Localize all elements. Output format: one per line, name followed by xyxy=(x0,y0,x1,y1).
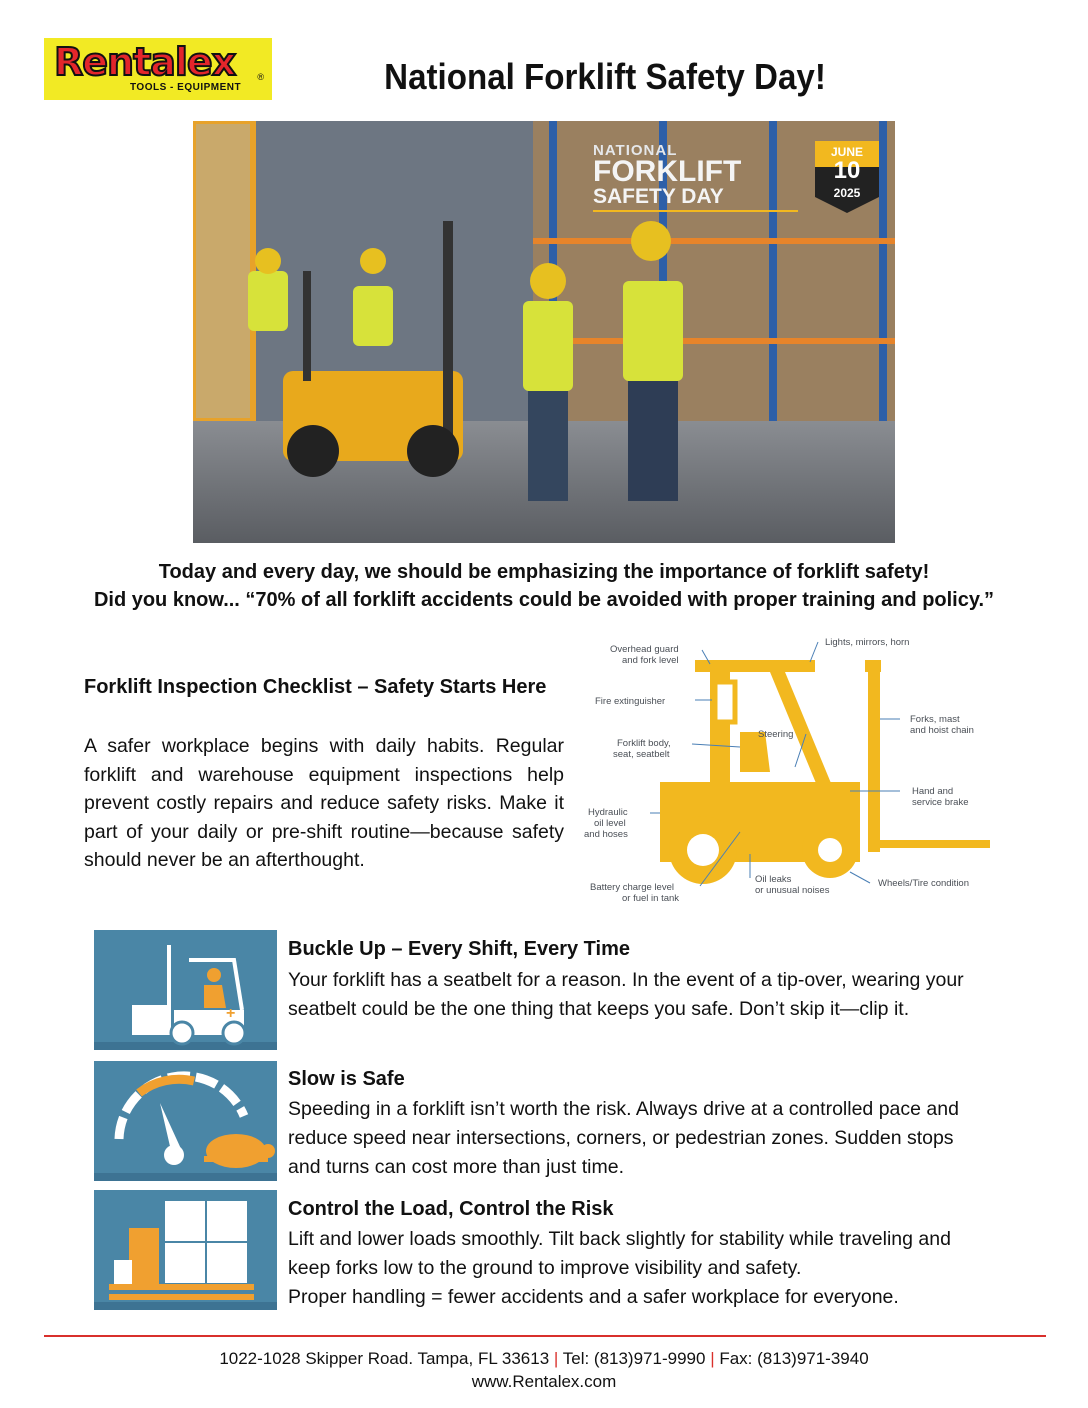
label-battery-2: or fuel in tank xyxy=(622,893,680,904)
rentalex-logo xyxy=(44,38,272,100)
logo-registered-mark: ® xyxy=(257,72,264,82)
footer-tel: Tel: (813)971-9990 xyxy=(562,1349,706,1368)
tip-title: Buckle Up – Every Shift, Every Time xyxy=(288,938,631,960)
tip-title: Control the Load, Control the Risk xyxy=(288,1198,614,1220)
tip-body xyxy=(288,1225,1028,1311)
footer-divider xyxy=(44,1335,1046,1337)
tip-line: Your forklift has a seatbelt for a reason. In the event of a tip-over, wearing your xyxy=(288,969,964,991)
speedometer-turtle-icon xyxy=(94,1061,277,1181)
forklift-inspection-diagram xyxy=(580,632,1000,912)
label-lights: Lights, mirrors, horn xyxy=(825,637,910,648)
footer-contact xyxy=(0,1349,1088,1369)
label-hydraulic-1: Hydraulic xyxy=(588,807,628,818)
forklift-seatbelt-icon xyxy=(94,930,277,1050)
footer-separator: | xyxy=(710,1349,715,1368)
label-hydraulic-3: and hoses xyxy=(584,829,628,840)
intro-line-1: Today and every day, we should be emphasizing the importance of forklift safety! xyxy=(158,561,930,583)
badge-month: JUNE xyxy=(830,145,864,159)
label-hydraulic-2: oil level xyxy=(594,818,626,829)
tip-line: reduce speed near intersections, corners, or pedestrian zones. Sudden stops xyxy=(288,1126,954,1149)
page-title: National Forklift Safety Day! xyxy=(384,56,826,97)
footer-address: 1022-1028 Skipper Road. Tampa, FL 33613 xyxy=(219,1349,550,1368)
logo-brand: Rentalex xyxy=(54,40,236,84)
badge-day: 10 xyxy=(833,157,861,184)
label-forks-1: Forks, mast xyxy=(910,714,960,725)
label-fire: Fire extinguisher xyxy=(595,696,666,707)
checklist-body: A safer workplace begins with daily habits. Regular forklift and warehouse equipment inspections help prevent costly repairs and reduce safety risks. Make it part of your daily or pre-shift routine—because safety should never be an afterthought. xyxy=(84,735,564,871)
label-oil-1: Oil leaks xyxy=(755,874,792,885)
tip-body xyxy=(288,1095,1028,1181)
tip-line: and turns can cost more than just time. xyxy=(288,1155,624,1178)
tip-title: Slow is Safe xyxy=(288,1068,405,1090)
footer-fax: Fax: (813)971-3940 xyxy=(719,1349,869,1368)
checklist-title: Forklift Inspection Checklist – Safety Starts Here xyxy=(84,676,547,698)
label-overhead-2: and fork level xyxy=(622,655,679,666)
tip-line: Speeding in a forklift isn’t worth the risk. Always drive at a controlled pace and xyxy=(288,1098,959,1120)
label-forks-2: and hoist chain xyxy=(910,725,974,736)
hero-warehouse-image xyxy=(193,121,895,543)
intro-line-2: Did you know... “70% of all forklift accidents could be avoided with proper training and policy.” xyxy=(93,589,995,611)
footer-website[interactable]: www.Rentalex.com xyxy=(471,1372,617,1391)
label-brake-1: Hand and xyxy=(912,786,954,797)
svg-text:+: + xyxy=(226,1005,236,1022)
tip-line: seatbelt could be the one thing that keeps you safe. Don’t skip it—clip it. xyxy=(288,997,910,1020)
label-oil-2: or unusual noises xyxy=(755,885,830,896)
badge-year: 2025 xyxy=(833,186,861,200)
label-body-2: seat, seatbelt xyxy=(613,749,670,760)
label-wheels: Wheels/Tire condition xyxy=(878,878,969,889)
pallet-load-icon xyxy=(94,1190,277,1310)
logo-tagline: TOOLS - EQUIPMENT xyxy=(130,82,242,93)
label-brake-2: service brake xyxy=(912,797,969,808)
badge-line3: SAFETY DAY xyxy=(593,185,724,208)
label-body-1: Forklift body, xyxy=(617,738,671,749)
tip-body xyxy=(288,966,1028,1024)
tip-line: Proper handling = fewer accidents and a safer workplace for everyone. xyxy=(288,1285,899,1308)
tip-line: Lift and lower loads smoothly. Tilt back slightly for stability while traveling and xyxy=(288,1228,951,1250)
label-steering: Steering xyxy=(758,729,794,740)
badge-line1: NATIONAL xyxy=(593,142,678,159)
tip-line: keep forks low to the ground to improve visibility and safety. xyxy=(288,1256,802,1279)
label-overhead-1: Overhead guard xyxy=(610,644,679,655)
label-battery-1: Battery charge level xyxy=(590,882,674,893)
badge-line2: FORKLIFT xyxy=(593,155,742,188)
footer-separator: | xyxy=(553,1349,559,1368)
